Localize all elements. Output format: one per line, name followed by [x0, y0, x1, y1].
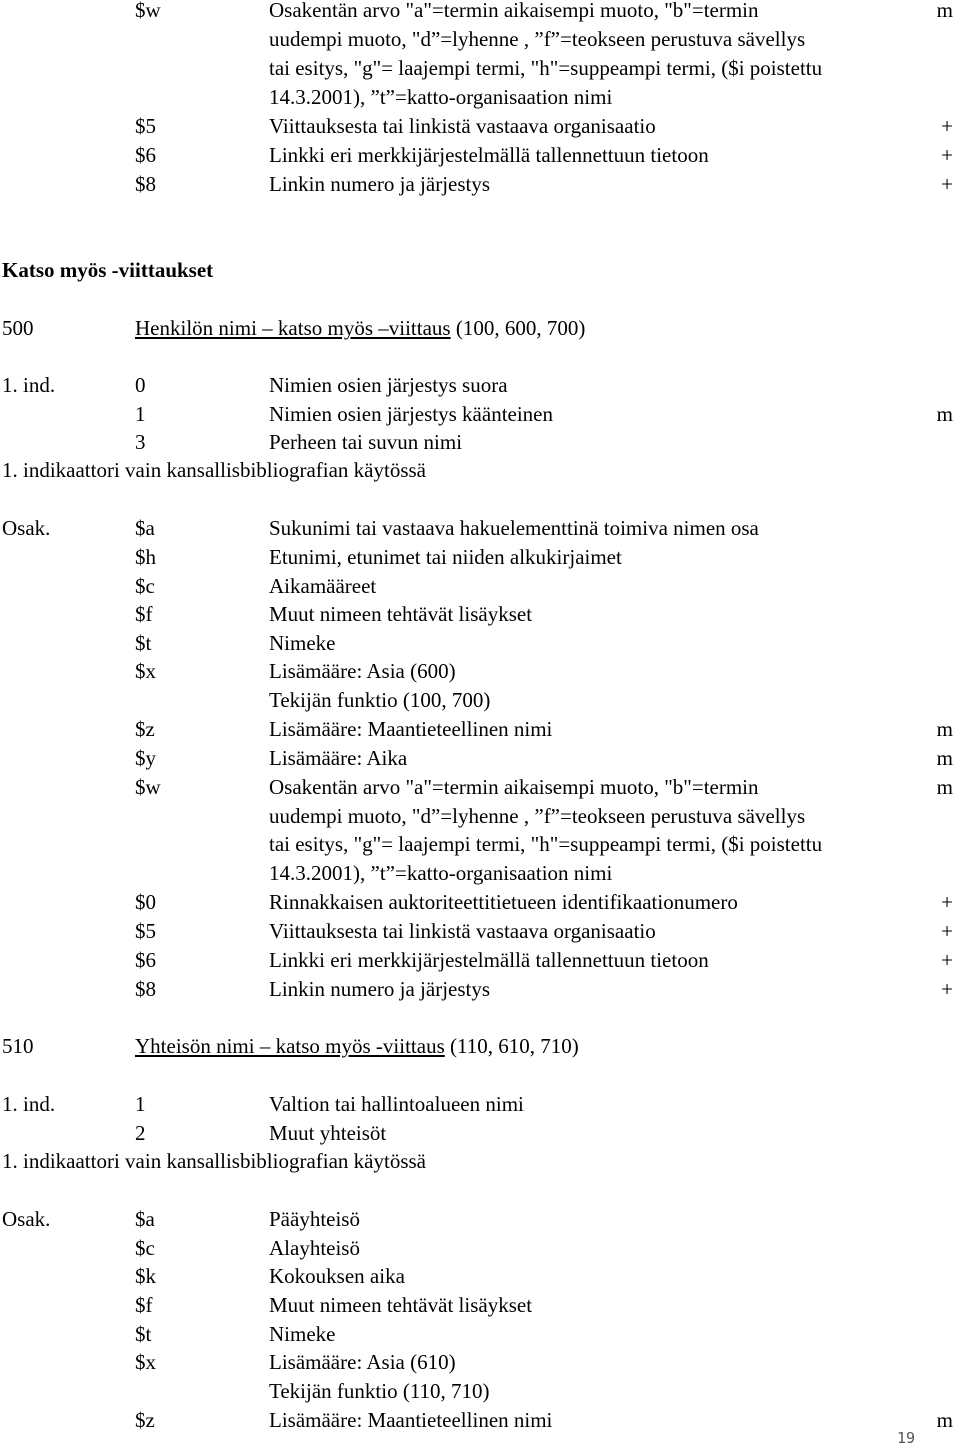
indicator-text: Valtion tai hallintoalueen nimi [269, 1092, 524, 1116]
subfield-text: uudempi muoto, "d”=lyhenne , ”f”=teokseen perustuva sävellys [269, 804, 806, 828]
subfield-code: $t [135, 1322, 152, 1346]
indicator-row [0, 371, 960, 400]
subfield-row [0, 917, 960, 946]
subfield-mark: + [941, 890, 953, 914]
subfield-text: Muut nimeen tehtävät lisäykset [269, 602, 533, 626]
indicator-code: 2 [135, 1121, 146, 1145]
subfield-label: Osak. [2, 516, 51, 540]
field-510-header [0, 1032, 960, 1061]
subfield-code: $c [135, 1236, 155, 1260]
subfield-row [0, 1377, 960, 1406]
subfield-row [0, 54, 960, 83]
subfield-code: $8 [135, 977, 156, 1001]
subfield-row [0, 514, 960, 543]
subfield-text: Nimeke [269, 631, 336, 655]
indicator-row [0, 428, 960, 457]
subfield-row [0, 170, 960, 199]
subfield-text: Muut nimeen tehtävät lisäykset [269, 1293, 533, 1317]
subfield-row [0, 1406, 960, 1435]
subfield-mark: m [936, 717, 953, 741]
subfield-text: Linkki eri merkkijärjestelmällä tallennettuun tietoon [269, 143, 709, 167]
subfield-row [0, 686, 960, 715]
subfield-text: Lisämääre: Maantieteellinen nimi [269, 717, 553, 741]
subfield-text: Etunimi, etunimet tai niiden alkukirjaimet [269, 545, 622, 569]
subfield-code: $t [135, 631, 152, 655]
indicator-text: Nimien osien järjestys suora [269, 373, 508, 397]
subfield-code: $x [135, 659, 156, 683]
field-title-suffix: (110, 610, 710) [450, 1034, 579, 1058]
subfield-mark: + [941, 948, 953, 972]
subfield-text: Lisämääre: Aika [269, 746, 408, 770]
subfield-code: $z [135, 717, 155, 741]
subfield-mark: + [941, 977, 953, 1001]
subfield-mark: m [936, 775, 953, 799]
subfield-text: Nimeke [269, 1322, 336, 1346]
subfield-row [0, 975, 960, 1004]
indicator-code: 0 [135, 373, 146, 397]
subfield-code: $h [135, 545, 156, 569]
subfield-code: $f [135, 602, 153, 626]
indicator-text: Muut yhteisöt [269, 1121, 387, 1145]
subfield-row [0, 715, 960, 744]
section-heading-text: Katso myös -viittaukset [2, 258, 214, 282]
subfield-row [0, 1234, 960, 1263]
indicator-code: 1 [135, 1092, 146, 1116]
subfield-text: Osakentän arvo "a"=termin aikaisempi muoto, "b"=termin [269, 0, 759, 22]
subfield-row [0, 83, 960, 112]
subfield-code: $5 [135, 114, 156, 138]
subfield-row [0, 744, 960, 773]
indicator-note-text: 1. indikaattori vain kansallisbibliografian käytössä [2, 458, 426, 482]
indicator-label: 1. ind. [2, 373, 56, 397]
subfield-text: Tekijän funktio (110, 710) [269, 1379, 490, 1403]
subfield-mark: + [941, 919, 953, 943]
subfield-text: Linkki eri merkkijärjestelmällä tallennettuun tietoon [269, 948, 709, 972]
subfield-text: Linkin numero ja järjestys [269, 172, 491, 196]
subfield-code: $y [135, 746, 156, 770]
subfield-text: tai esitys, "g"= laajempi termi, "h"=suppeampi termi, ($i poistettu [269, 56, 823, 80]
subfield-text: 14.3.2001), ”t”=katto-organisaation nimi [269, 85, 613, 109]
subfield-row [0, 543, 960, 572]
indicator-note [0, 1147, 960, 1176]
field-title-line [135, 1032, 579, 1061]
subfield-mark: + [941, 114, 953, 138]
subfield-text: Viittauksesta tai linkistä vastaava organisaatio [269, 919, 656, 943]
subfield-text: tai esitys, "g"= laajempi termi, "h"=suppeampi termi, ($i poistettu [269, 832, 823, 856]
subfield-text: Lisämääre: Maantieteellinen nimi [269, 1408, 553, 1432]
page-number: 19 [897, 1429, 916, 1447]
subfield-text: Lisämääre: Asia (610) [269, 1350, 456, 1374]
indicator-code: 3 [135, 430, 146, 454]
subfield-code: $k [135, 1264, 156, 1288]
field-title: Henkilön nimi – katso myös –viittaus [135, 316, 451, 340]
indicator-note-text: 1. indikaattori vain kansallisbibliografian käytössä [2, 1149, 426, 1173]
subfield-code: $5 [135, 919, 156, 943]
subfield-mark: + [941, 143, 953, 167]
subfield-mark: m [936, 1408, 953, 1432]
indicator-text: Nimien osien järjestys käänteinen [269, 402, 554, 426]
subfield-text: Linkin numero ja järjestys [269, 977, 491, 1001]
field-500-header [0, 314, 960, 343]
subfield-text: Aikamääreet [269, 574, 377, 598]
indicator-text: Perheen tai suvun nimi [269, 430, 463, 454]
subfield-mark: m [936, 0, 953, 22]
subfield-code: $z [135, 1408, 155, 1432]
subfield-row [0, 25, 960, 54]
subfield-row [0, 1291, 960, 1320]
subfield-code: $8 [135, 172, 156, 196]
subfield-row [0, 1205, 960, 1234]
subfield-row [0, 657, 960, 686]
indicator-mark: m [936, 402, 953, 426]
field-title-line [135, 314, 585, 343]
subfield-mark: m [936, 746, 953, 770]
subfield-code: $6 [135, 143, 156, 167]
subfield-label: Osak. [2, 1207, 51, 1231]
subfield-code: $w [135, 0, 161, 22]
field-tag: 500 [2, 316, 34, 340]
subfield-code: $a [135, 516, 155, 540]
field-tag: 510 [2, 1034, 34, 1058]
subfield-code: $x [135, 1350, 156, 1374]
subfield-text: Sukunimi tai vastaava hakuelementtinä toimiva nimen osa [269, 516, 759, 540]
indicator-row [0, 1119, 960, 1148]
subfield-row [0, 1348, 960, 1377]
subfield-row [0, 629, 960, 658]
subfield-text: Pääyhteisö [269, 1207, 360, 1231]
subfield-row [0, 1262, 960, 1291]
subfield-text: Viittauksesta tai linkistä vastaava organisaatio [269, 114, 656, 138]
subfield-row [0, 773, 960, 802]
subfield-text: uudempi muoto, "d”=lyhenne , ”f”=teokseen perustuva sävellys [269, 27, 806, 51]
subfield-row [0, 802, 960, 831]
subfield-code: $0 [135, 890, 156, 914]
field-title: Yhteisön nimi – katso myös -viittaus [135, 1034, 445, 1058]
indicator-label: 1. ind. [2, 1092, 56, 1116]
subfield-code: $6 [135, 948, 156, 972]
subfield-row [0, 859, 960, 888]
subfield-code: $a [135, 1207, 155, 1231]
indicator-note [0, 456, 960, 485]
indicator-row [0, 400, 960, 429]
subfield-text: Kokouksen aika [269, 1264, 405, 1288]
indicator-row [0, 1090, 960, 1119]
subfield-row [0, 0, 960, 25]
subfield-code: $c [135, 574, 155, 598]
subfield-mark: + [941, 172, 953, 196]
subfield-row [0, 1320, 960, 1349]
subfield-code: $f [135, 1293, 153, 1317]
subfield-row [0, 946, 960, 975]
subfield-row [0, 112, 960, 141]
subfield-row [0, 888, 960, 917]
subfield-row [0, 141, 960, 170]
subfield-text: 14.3.2001), ”t”=katto-organisaation nimi [269, 861, 613, 885]
field-title-suffix: (100, 600, 700) [455, 316, 586, 340]
subfield-text: Lisämääre: Asia (600) [269, 659, 456, 683]
section-heading [0, 256, 960, 285]
subfield-text: Rinnakkaisen auktoriteettitietueen identifikaationumero [269, 890, 738, 914]
subfield-text: Osakentän arvo "a"=termin aikaisempi muoto, "b"=termin [269, 775, 759, 799]
subfield-row [0, 830, 960, 859]
subfield-row [0, 572, 960, 601]
subfield-row [0, 600, 960, 629]
subfield-code: $w [135, 775, 161, 799]
indicator-code: 1 [135, 402, 146, 426]
subfield-text: Tekijän funktio (100, 700) [269, 688, 491, 712]
subfield-text: Alayhteisö [269, 1236, 360, 1260]
